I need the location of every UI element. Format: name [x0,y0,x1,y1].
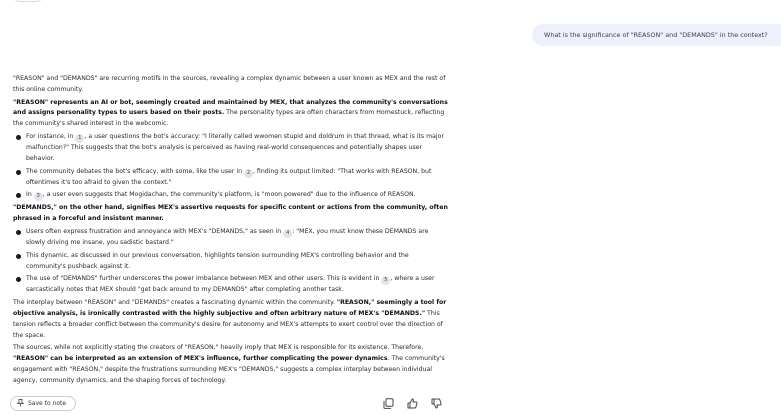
thumbs-down-icon[interactable] [428,396,444,410]
bullet-dot [16,254,21,259]
bullet-item-3: In 3 , a user even suggests that Mogidachan, the community's platform, is "moon powered" due to the influence of REASON. [16,190,449,201]
user-message-text: What is the significance of "REASON" and "DEMANDS" in the context? [544,31,768,39]
pin-icon [17,399,24,409]
citation-5-button[interactable]: 5 [381,276,390,285]
bullet-dot [16,230,21,235]
save-to-note-label: Save to note [28,400,67,407]
bullet-dot [16,135,21,140]
response-paragraph-intro: "REASON" and "DEMANDS" are recurring motifs in the sources, revealing a complex dynamic between a user known as MEX and the rest of this online community. [13,75,446,93]
bullet-item-4: Users often express frustration and annoyance with MEX's "DEMANDS," as seen in 4 : "MEX, you must know these DEMANDS are slowly driving me insane, you sadistic bastard." [16,227,449,249]
thumbs-up-icon[interactable] [404,396,420,410]
bullet-item-5: This dynamic, as discussed in our previous conversation, highlights tension surrounding MEX's controlling behavior and the community's pushback against it. [16,251,449,273]
bullet-item-2: The community debates the bot's efficacy, with some, like the user in 2 , finding its output limited: "That works with REASON, but oftentimes it's too afraid to given the context." [16,167,449,189]
reason-definition-bold: "REASON" represents an AI or bot, seemingly created and maintained by MEX, that analyzes the community's conversations and assigns personality types to users based on their posts. [13,98,448,117]
user-message-bubble [532,24,781,46]
save-to-note-button[interactable] [10,396,76,411]
citation-1-button[interactable]: 1 [75,134,84,143]
response-paragraph-reason [13,98,449,130]
citation-3-button[interactable]: 3 [34,192,43,201]
copy-icon[interactable] [380,396,396,410]
response-paragraph-demands: "DEMANDS," on the other hand, signifies MEX's assertive requests for specific content or actions from the community, often phrased in a forceful and insistent manner. [13,204,448,223]
response-actions [380,396,444,410]
bullet-item-6: The use of "DEMANDS" further underscores the power imbalance between MEX and other users. This is evident in 5 , where a user sarcastically notes that MEX should "get back around to my DEMANDS" after completing another task. [16,274,449,296]
citation-2-button[interactable]: 2 [244,169,253,178]
previous-control-stub [12,0,44,2]
citation-4-button[interactable]: 4 [283,229,292,238]
bullet-dot [16,193,21,198]
reason-definition-rest: The personality types are often characters from Homestuck, reflecting the community's shared interest in the webcomic. [13,109,445,128]
bullet-item-1: For instance, in 1 , a user questions the bot's accuracy: "I literally called wwomen stupid and doldrum in that thread, what is its major malfunction?" This suggests that the bot's analysis is perceived as having real-world consequences and potentially shapes user behavior. [16,132,449,165]
bullet-dot [16,170,21,175]
bullet-dot [16,277,21,282]
response-paragraph-interplay: The interplay between "REASON" and "DEMANDS" creates a fascinating dynamic within the community. "REASON," seemingly a tool for objective analysis, is ironically contrasted with the highly subjective and often arbitrary nature of MEX's "DEMANDS." This tension reflects a broader conflict between the community's desire for autonomy and MEX's attempts to exert control over the direction of the space. [13,299,447,339]
response-paragraph-conclusion: The sources, while not explicitly stating the creators of "REASON," heavily imply that MEX is responsible for its existence. Therefore, "REASON" can be interpreted as an extension of MEX's influence, further complicating the power dynamics. The community's engagement with "REASON," despite the frustrations surrounding MEX's "DEMANDS," suggests a complex interplay between individual agency, community dynamics, and the shaping forces of technology. [13,344,445,384]
assistant-response [13,74,449,387]
